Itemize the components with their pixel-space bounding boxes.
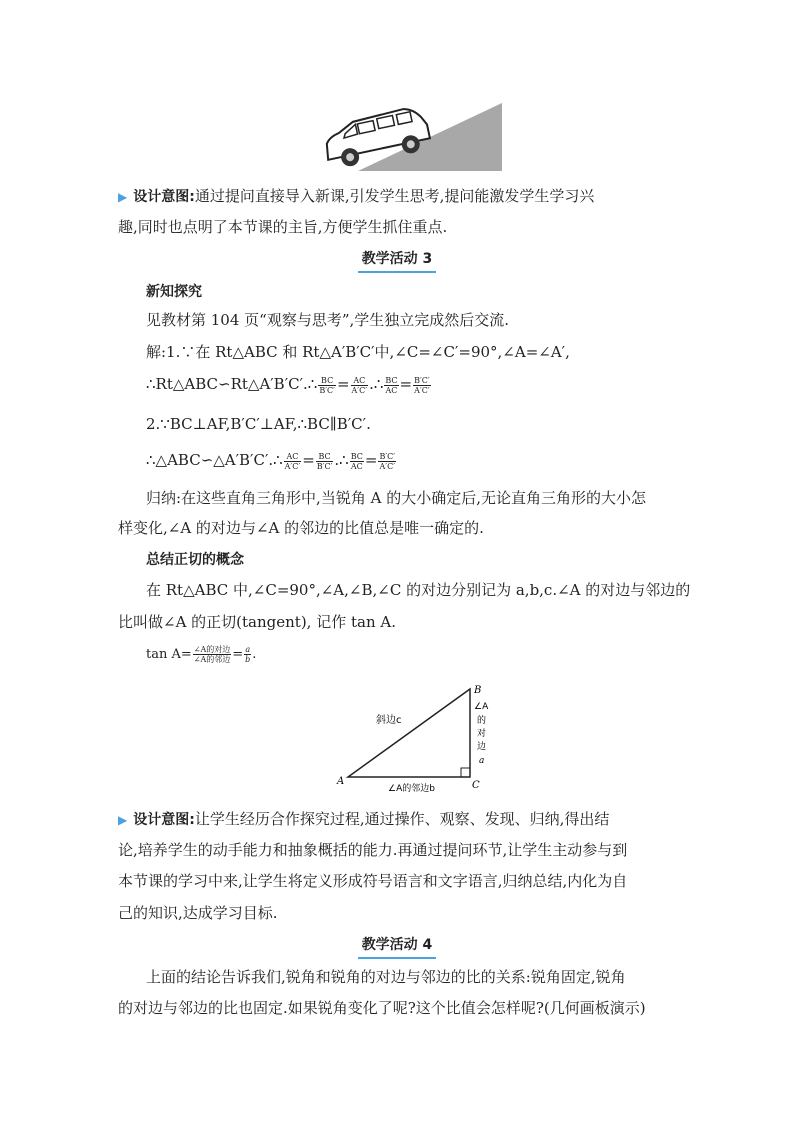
triangle-shape [348, 689, 470, 777]
triangle-marker-icon: ▶ [118, 190, 128, 204]
solution-line4: ∴△ABC∽△A′B′C′.∴ $\frac{AC}{A'C'}$ = $\frac{BC}{B'C'}$ .∴ $\frac{BC}{AC}$ = $\frac{B'C'}{A'C'}$ [146, 451, 396, 471]
tangent-def-line2: 比叫做∠A 的正切(tangent), 记作 tan A. [118, 613, 396, 631]
activity-3-heading: 教学活动 3 [0, 248, 794, 273]
section-explore-title: 新知探究 [146, 284, 202, 300]
fraction: $\frac{a}{b}$ [245, 645, 251, 664]
adjacent-label: ∠A的邻边b [388, 784, 435, 794]
solution-line3: 2.∵BC⊥AF,B′C′⊥AF,∴BC∥B′C′. [146, 415, 371, 433]
opposite-label-3: 对 [477, 729, 487, 739]
design-intent-2-line1: ▶ 设计意图:让学生经历合作探究过程,通过操作、观察、发现、归纳,得出结 [118, 810, 610, 828]
fraction: $\frac{AC}{A'C'}$ [284, 451, 301, 471]
opposite-label-1: ∠A [474, 702, 489, 712]
vertex-c-label: C [472, 780, 480, 791]
design-intent-2-line2: 论,培养学生的动手能力和抽象概括的能力.再通过提问环节,让学生主动参与到 [118, 841, 628, 859]
solution-line1: 解:1.∵在 Rt△ABC 和 Rt△A′B′C′中,∠C=∠C′=90°,∠A=∠A′, [146, 343, 570, 361]
design-intent-label: 设计意图: [133, 189, 195, 205]
section-tangent-title: 总结正切的概念 [146, 552, 244, 568]
car-on-slope-illustration [318, 103, 502, 171]
fraction: $\frac{BC}{AC}$ [385, 375, 398, 395]
fraction: $\frac{B'C'}{A'C'}$ [414, 375, 430, 395]
opposite-label-4: 边 [477, 742, 487, 752]
tangent-formula: tan A= $\frac{\text{∠A的对边}}{\text{∠A的邻边}}$ = $\frac{a}{b}$ . [146, 645, 257, 664]
final-para-line2: 的对边与邻边的比也固定.如果锐角变化了呢?这个比值会怎样呢?(几何画板演示) [118, 999, 646, 1017]
fraction: $\frac{\text{∠A的对边}}{\text{∠A的邻边}}$ [193, 645, 231, 664]
design-intent-label: 设计意图: [133, 812, 195, 828]
right-triangle-diagram [330, 683, 500, 795]
design-intent-1-line1: ▶ 设计意图:通过提问直接导入新课,引发学生思考,提问能激发学生学习兴 [118, 187, 595, 205]
opposite-label-2: 的 [477, 716, 487, 726]
fraction: $\frac{BC}{AC}$ [350, 451, 363, 471]
fraction: $\frac{BC}{B'C'}$ [316, 451, 333, 471]
design-intent-2-line3: 本节课的学习中来,让学生将定义形成符号语言和文字语言,归纳总结,内化为自 [118, 872, 628, 890]
right-angle-mark [461, 768, 470, 777]
tangent-def-line1: 在 Rt△ABC 中,∠C=90°,∠A,∠B,∠C 的对边分别记为 a,b,c.∠A 的对边与邻边的 [146, 581, 691, 599]
summary-line2: 样变化,∠A 的对边与∠A 的邻边的比值总是唯一确定的. [118, 519, 484, 537]
summary-line1: 归纳:在这些直角三角形中,当锐角 A 的大小确定后,无论直角三角形的大小怎 [146, 489, 646, 507]
solution-line2: ∴Rt△ABC∽Rt△A′B′C′.∴ $\frac{BC}{B'C'}$ = $\frac{AC}{A'C'}$ .∴ $\frac{BC}{AC}$ = $\frac{B'C'}{A'C'}$ [146, 375, 430, 395]
activity-4-heading: 教学活动 4 [0, 934, 794, 959]
vertex-a-label: A [337, 776, 345, 787]
final-para-line1: 上面的结论告诉我们,锐角和锐角的对边与邻边的比的关系:锐角固定,锐角 [146, 968, 626, 986]
opposite-label-5: a [479, 756, 485, 766]
fraction: $\frac{B'C'}{A'C'}$ [379, 451, 396, 471]
section-explore-intro: 见教材第 104 页“观察与思考”,学生独立完成然后交流. [146, 311, 510, 329]
vertex-b-label: B [474, 685, 482, 696]
design-intent-2-line4: 己的知识,达成学习目标. [118, 904, 278, 922]
fraction: $\frac{BC}{B'C'}$ [319, 375, 335, 395]
triangle-marker-icon: ▶ [118, 813, 128, 827]
design-intent-1-line2: 趣,同时也点明了本节课的主旨,方便学生抓住重点. [118, 218, 448, 236]
fraction: $\frac{AC}{A'C'}$ [351, 375, 368, 395]
hypotenuse-label: 斜边c [376, 715, 402, 726]
